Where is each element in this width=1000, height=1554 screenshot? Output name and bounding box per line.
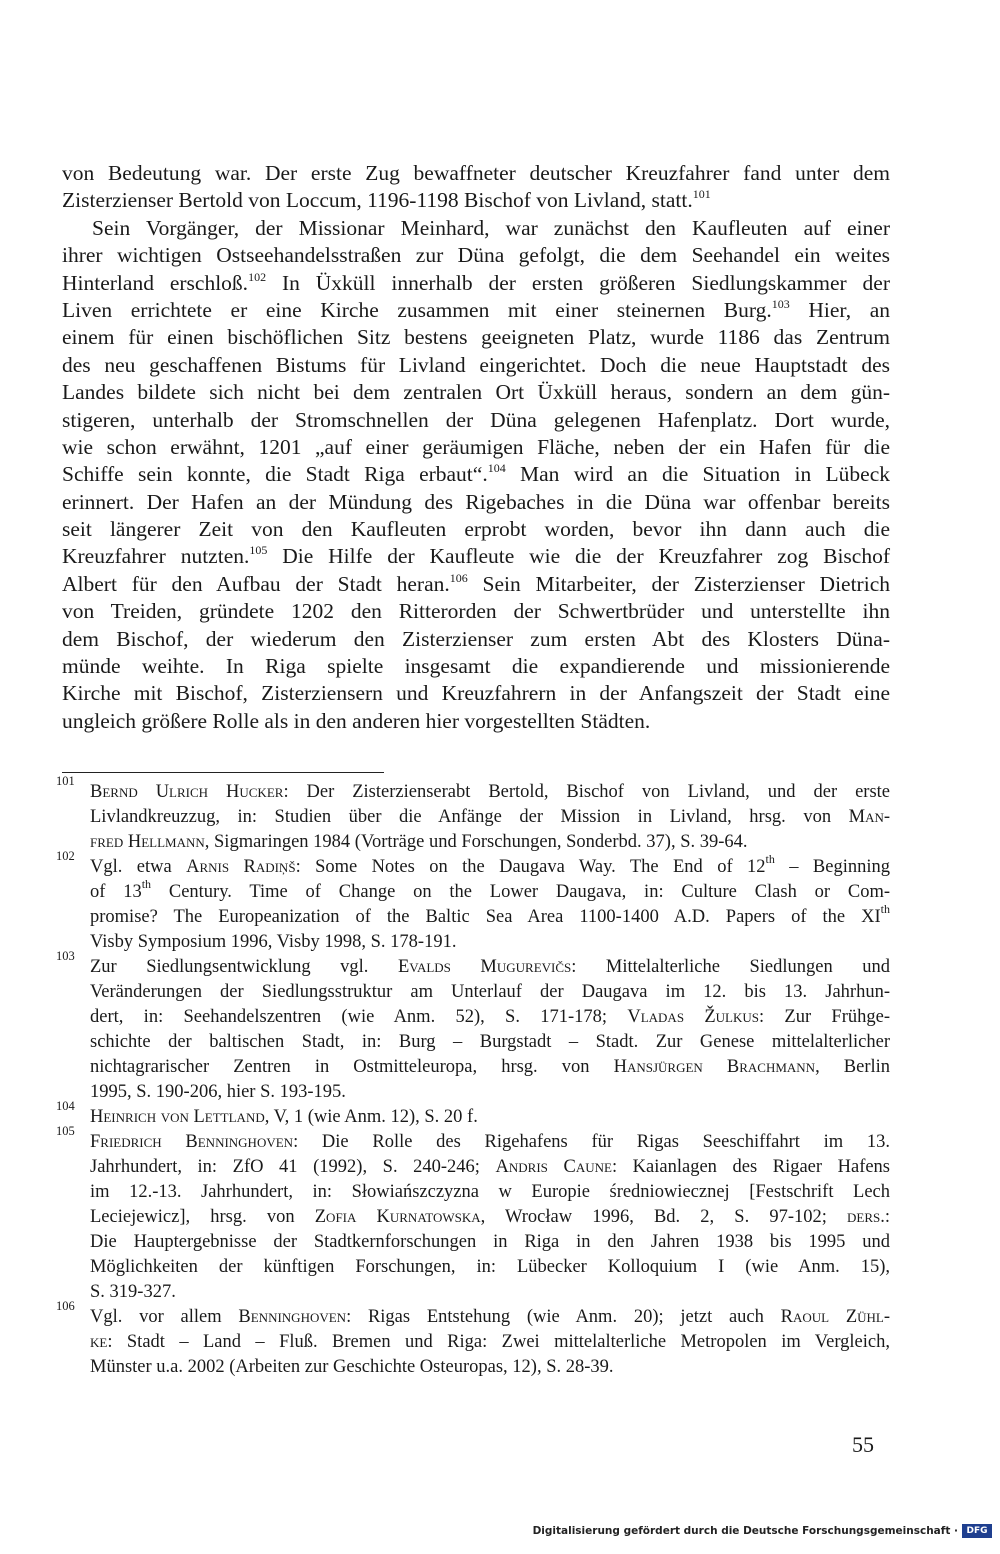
footnote-ref: 101 (692, 187, 711, 202)
footnote-105 (56, 1124, 891, 1305)
text-line: Liven errichtete er eine Kirche zusammen mit einer steinernen Burg.$^{103}$ Hier, an (62, 296, 890, 322)
footnote-line: 1995, S. 190-206, hier S. 193-195. (90, 1082, 346, 1102)
text-line: Hinterland erschloß.$^{102}$ In Üxküll innerhalb der ersten größeren Siedlungskammer der (62, 269, 890, 295)
footnote-line: promise? The Europeanization of the Baltic Sea Area 1100-1400 A.D. Papers of the XIth (90, 902, 890, 927)
footnote-ref: 105 (249, 543, 268, 558)
text-line: von Treiden, gründete 1202 den Ritterorden der Schwertbrüder und unterstellte ihn (62, 599, 890, 624)
text-line: dem Bischof, der wiederum den Zisterzienser zum ersten Abt des Klosters Düna- (62, 626, 890, 651)
footnote-line: Münster u.a. 2002 (Arbeiten zur Geschichte Osteuropas, 12), S. 28-39. (90, 1357, 614, 1377)
footnote-ref: 103 (771, 296, 790, 311)
footnote-line: schichte der baltischen Stadt, in: Burg – Burgstadt – Stadt. Zur Genese mittelalterlicher (90, 1032, 890, 1052)
footnote-103 (56, 949, 891, 1105)
footnote-104 (56, 1099, 890, 1130)
text-line: Sein Vorgänger, der Missionar Meinhard, war zunächst den Kaufleuten auf einer (92, 215, 890, 240)
footnote-line: nichtagrarischer Zentren in Ostmitteleuropa, hrsg. von Hansjürgen Brachmann, Berlin (90, 1057, 891, 1077)
footnote-number: 106 (56, 1299, 75, 1313)
footnote-102 (56, 849, 890, 955)
dfg-logo-icon: DFG (962, 1524, 992, 1538)
text-line: einem für einen bischöflichen Sitz bestens geeigneten Platz, wurde 1186 das Zentrum (62, 325, 890, 350)
footnote-line: Leciejewicz], hrsg. von Zofia Kurnatowska, Wrocław 1996, Bd. 2, S. 97-102; ders.: (90, 1207, 891, 1227)
footnote-line: Bernd Ulrich Hucker: Der Zisterzienserabt Bertold, Bischof von Livland, und der erste (90, 782, 890, 802)
text-line: Zisterzienser Bertold von Loccum, 1196-1198 Bischof von Livland, statt.$^{101}$ (62, 187, 711, 213)
footnote-101 (56, 774, 891, 855)
text-line: wie schon erwähnt, 1201 „auf einer geräumigen Fläche, neben der ein Hafen für die (62, 434, 890, 459)
digitization-notice: Digitalisierung gefördert durch die Deutsche Forschungsgemeinschaft · (532, 1525, 958, 1537)
footnote-line: Möglichkeiten der künftigen Forschungen, in: Lübecker Kolloquium I (wie Anm. 15), (90, 1257, 890, 1277)
footnote-number: 105 (56, 1124, 75, 1138)
text-line: Schiffe sein konnte, die Stadt Riga erbaut“.$^{104}$ Man wird an die Situation in Lübeck (62, 461, 890, 487)
text-line: ihrer wichtigen Ostseehandelsstraßen zur Düna gefolgt, die dem Seehandel ein weites (62, 243, 890, 268)
footnote-number: 104 (56, 1099, 75, 1113)
footnote-line: im 12.-13. Jahrhundert, in: Słowiańszczyzna w Europie średniowiecznej [Festschrift Lech (90, 1182, 890, 1202)
footnote-line: of 13th Century. Time of Change on the Lower Daugava, in: Culture Clash or Com- (90, 877, 890, 902)
footnote-line: Livlandkreuzzug, in: Studien über die Anfänge der Mission in Livland, hrsg. von Man- (90, 807, 891, 827)
text-line: Landes bildete sich nicht bei dem zentralen Ort Üxküll heraus, sondern an dem gün- (62, 380, 890, 405)
footnote-rule (62, 772, 384, 773)
footnote-number: 102 (56, 849, 75, 863)
text-line: stigeren, unterhalb der Stromschnellen der Düna gelegenen Hafenplatz. Dort wurde, (62, 407, 890, 432)
footnote-line: Visby Symposium 1996, Visby 1998, S. 178-191. (90, 932, 457, 952)
footnote-ref: 104 (487, 461, 506, 476)
footnote-number: 101 (56, 774, 75, 788)
footnote-ref: 106 (449, 570, 468, 585)
footnote-line: ke: Stadt – Land – Fluß. Bremen und Riga: Zwei mittelalterliche Metropolen im Vergleich, (90, 1332, 890, 1352)
text-line: seit längerer Zeit von den Kaufleuten erprobt worden, bevor ihn dann auch die (62, 517, 890, 542)
footnote-ref: 102 (248, 269, 267, 284)
text-line: Kirche mit Bischof, Zisterziensern und Kreuzfahrern in der Anfangszeit der Stadt eine (62, 681, 890, 706)
footnotes (56, 774, 891, 1380)
footnote-106 (56, 1299, 891, 1380)
footnote-line: S. 319-327. (90, 1282, 176, 1302)
footnote-number: 103 (56, 949, 75, 963)
page-number: 55 (852, 1432, 874, 1457)
footnote-line: Vgl. vor allem Benninghoven: Rigas Entstehung (wie Anm. 20); jetzt auch Raoul Zühl- (90, 1307, 891, 1327)
text-line: erinnert. Der Hafen an der Mündung des Rigebaches in die Düna war offenbar bereits (62, 489, 890, 514)
footnote-line: Vgl. etwa Arnis Radiņš: Some Notes on the Daugava Way. The End of 12th – Beginning (90, 852, 890, 877)
footnote-line: dert, in: Seehandelszentren (wie Anm. 52), S. 171-178; Vladas Žulkus: Zur Frühge- (90, 1007, 890, 1027)
text-line: Albert für den Aufbau der Stadt heran.$^{106}$ Sein Mitarbeiter, der Zisterzienser Dietrich (62, 570, 890, 596)
footnote-line: Zur Siedlungsentwicklung vgl. Evalds Mugurevičs: Mittelalterliche Siedlungen und (90, 957, 890, 977)
footnote-line: fred Hellmann, Sigmaringen 1984 (Vorträge und Forschungen, Sonderbd. 37), S. 39-64. (90, 832, 748, 852)
text-line: ungleich größere Rolle als in den anderen hier vorgestellten Städten. (62, 708, 651, 733)
text-line: münde weihte. In Riga spielte insgesamt die expandierende und missionierende (62, 654, 890, 679)
text-line: von Bedeutung war. Der erste Zug bewaffneter deutscher Kreuzfahrer fand unter dem (62, 161, 890, 185)
footnote-line: Friedrich Benninghoven: Die Rolle des Rigehafens für Rigas Seeschiffahrt im 13. (90, 1132, 890, 1152)
text-line: des neu geschaffenen Bistums für Livland eingerichtet. Doch die neue Hauptstadt des (62, 352, 890, 377)
body-text (62, 160, 890, 735)
footnote-line: Heinrich von Lettland, V, 1 (wie Anm. 12), S. 20 f. (90, 1107, 478, 1127)
footnote-line: Die Hauptergebnisse der Stadtkernforschungen in Riga in den Jahren 1938 bis 1995 und (90, 1232, 890, 1252)
footnote-line: Jahrhundert, in: ZfO 41 (1992), S. 240-246; Andris Caune: Kaianlagen des Rigaer Hafens (90, 1157, 891, 1177)
footnote-line: Veränderungen der Siedlungsstruktur am Unterlauf der Daugava im 12. bis 13. Jahrhun- (90, 982, 890, 1002)
text-line: Kreuzfahrer nutzten.$^{105}$ Die Hilfe der Kaufleute wie die der Kreuzfahrer zog Bischof (62, 543, 890, 569)
